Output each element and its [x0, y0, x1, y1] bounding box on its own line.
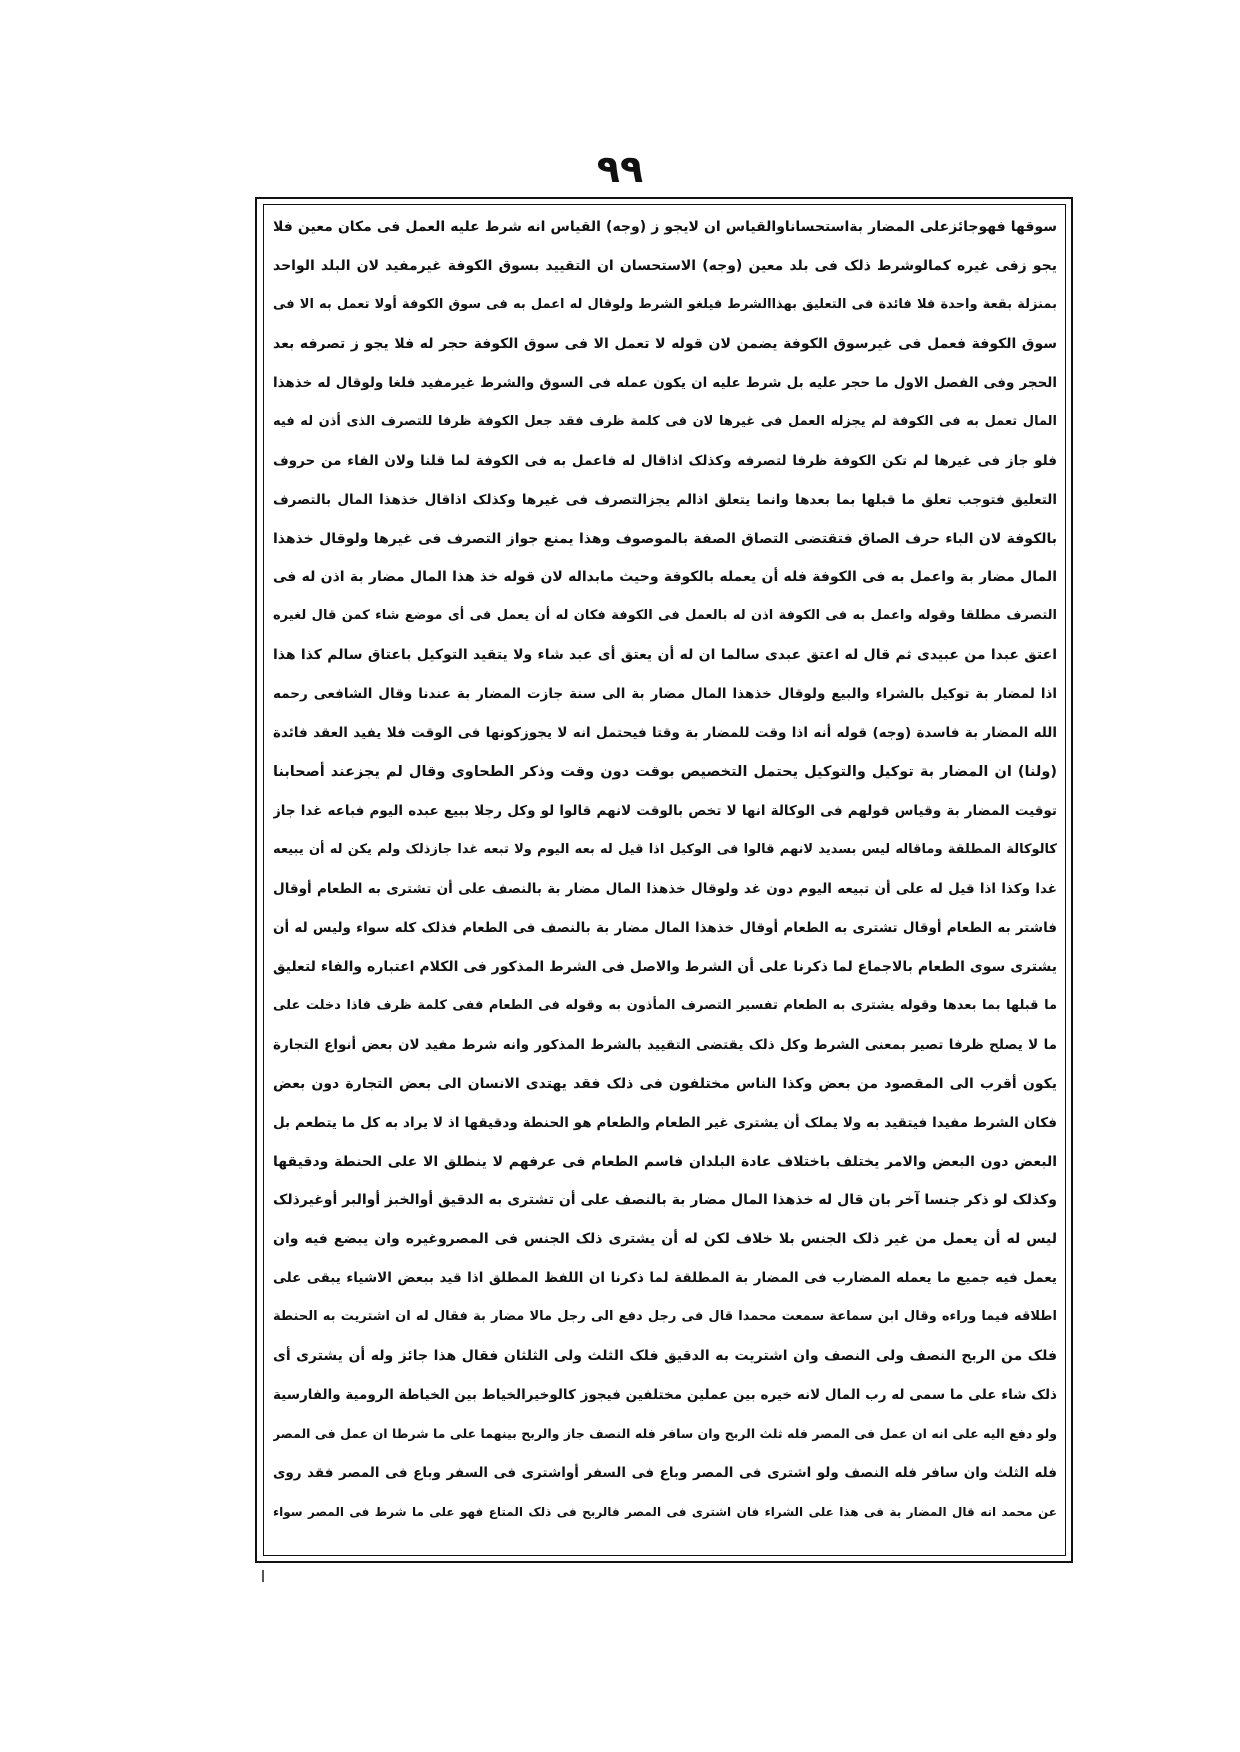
- text-line: غدا وکذا اذا قیل له علی أن تبیعه الیوم دون غد ولوقال خذهذا المال مضار بة بالنصف علی أن تشتری به الطعام أوقال: [273, 880, 1057, 897]
- text-line: ولو دفع الیه علی انه ان عمل فی المصر فله ثلث الربح وان سافر فله النصف جاز والربح بینهما علی ما شرطا ان عمل فی المصر: [273, 1426, 1057, 1442]
- text-line: فلو جاز فی غیرها لم تکن الکوفة ظرفا لتصرفه وکذلک اذاقال له فاعمل به فی الکوفة لما قلنا ولان الفاء من حروف: [273, 452, 1057, 469]
- text-line: التعلیق فتوجب تعلق ما قبلها بما بعدها وانما یتعلق اذالم یجزالتصرف فی غیرها وکذلک اذاقال خذهذا المال بالتصرف: [273, 491, 1057, 508]
- text-line: ما قبلها بما بعدها وقوله یشتری به الطعام تفسیر التصرف المأذون به وقوله فی الطعام ففی کلمة ظرف فاذا دخلت علی: [273, 997, 1057, 1013]
- text-line: کالوکالة المطلقة وماقاله لیس بسدید لانهم قالوا فی الوکیل اذا قیل له بعه الیوم ولا تبعه غدا جازذلک ولم یکن له أن یبیعه: [273, 842, 1057, 857]
- text-line: اذا لمضار بة توکیل بالشراء والبیع ولوقال خذهذا المال مضار بة الی سنة جازت المضار بة عندنا وقال الشافعی رحمه: [273, 686, 1057, 703]
- text-line: ما لا یصلح ظرفا تصیر بمعنی الشرط وکل ذلک یقتضی التقیید بالشرط المذکور وانه شرط مفید لان بعض أنواع التجارة: [273, 1036, 1057, 1053]
- text-line: یشتری سوی الطعام بالاجماع لما ذکرنا علی أن الشرط والاصل فی الشرط المذکور فی الکلام اعتباره والفاء لتعلیق: [273, 958, 1057, 975]
- text-line: الحجر وفی الفصل الاول ما حجر علیه بل شرط علیه ان یکون عمله فی السوق والشرط غیرمفید فلغا ولوقال له خذهذا: [273, 374, 1057, 391]
- text-line: یعمل فیه جمیع ما یعمله المضارب فی المضار بة المطلقة لما ذکرنا ان اللفظ المطلق اذا قید ببعض الاشیاء یبقی علی: [273, 1270, 1057, 1287]
- text-line: توقیت المضار بة وقیاس قولهم فی الوکالة انها لا تخص بالوقت لانهم قالوا لو وکل رجلا ببیع عبده الیوم فباعه غدا جاز: [273, 803, 1057, 820]
- text-line: المال مضار بة واعمل به فی الکوفة فله أن یعمله بالکوفة وحیث مابداله لان قوله خذ هذا المال مضار بة اذن له فی: [273, 569, 1057, 586]
- page-number: ٩٩: [596, 147, 644, 191]
- text-line: بالکوفة لان الباء حرف الصاق فتقتضی التصاق الصفة بالموصوف وهذا یمنع جواز التصرف فی غیرها ولوقال خذهذا: [273, 530, 1057, 547]
- text-line: فکان الشرط مفیدا فیتقید به ولا یملک أن یشتری غیر الطعام والطعام هو الحنطة ودقیقها اذ لا یراد به کل ما یتطعم بل: [273, 1114, 1057, 1131]
- margin-mark: [262, 1570, 264, 1582]
- body-text: [273, 208, 1057, 1548]
- text-line: سوق الکوفة فعمل فی غیرسوق الکوفة یضمن لان قوله لا تعمل الا فی سوق الکوفة حجر له فلا یجو ز تصرفه بعد: [273, 335, 1057, 352]
- text-line: فله الثلث وان سافر فله النصف ولو اشتری فی المصر وباع فی السفر أواشتری فی السفر وباع فی المصر فقد روی: [273, 1465, 1057, 1481]
- text-line: عن محمد انه قال المضار بة فی هذا علی الشراء فان اشتری فی المصر فالربح فی ذلک المتاع فهو علی ما شرط فی المصر سواء: [273, 1504, 1057, 1519]
- text-line: (ولنا) ان المضار بة توکیل والتوکیل یحتمل التخصیص بوقت دون وقت وذکر الطحاوی وقال لم یجزعند أصحابنا: [273, 764, 1057, 781]
- text-line: بمنزلة بقعة واحدة فلا فائدة فی التعلیق بهذاالشرط فیلغو الشرط ولوقال له اعمل به فی سوق الکوفة أولا تعمل به الا فی: [273, 296, 1057, 312]
- text-line: اعتق عبدا من عبیدی ثم قال له اعتق عبدی سالما ان له أن یعتق أی عبد شاء ولا یتقید التوکیل باعتاق سالم کذا هذا: [273, 647, 1057, 664]
- text-line: فلک من الربح النصف ولی النصف وان اشتریت به الدقیق فلک الثلث ولی الثلثان فقال هذا جائز وله أن یشتری أی: [273, 1348, 1057, 1365]
- text-line: البعض دون البعض والامر یختلف باختلاف عادة البلدان فاسم الطعام فی عرفهم لا ینطلق الا علی الحنطة ودقیقها: [273, 1153, 1057, 1170]
- text-line: الله المضار بة فاسدة (وجه) قوله أنه اذا وقت للمضار بة وقتا فیحتمل انه لا یجوزکونها فی الوقت فلا یفید العقد فائدة: [273, 725, 1057, 742]
- text-line: وکذلک لو ذکر جنسا آخر بان قال له خذهذا المال مضار بة بالنصف علی أن تشتری به الدقیق أوالخبز أوالبر أوغیرذلک: [273, 1192, 1057, 1209]
- text-line: ذلک شاء علی ما سمی له رب المال لانه خیره بین عملین مختلفین فیجوز کالوخیرالخیاط بین الخیاطة الرومیة والفارسیة: [273, 1387, 1057, 1404]
- text-line: اطلاقه فیما وراءه وقال ابن سماعة سمعت محمدا قال فی رجل دفع الی رجل مالا مضار بة فقال له ان اشتریت به الحنطة: [273, 1309, 1057, 1325]
- text-line: المال تعمل به فی الکوفة لم یجزله العمل فی غیرها لان فی کلمة ظرف فقد جعل الکوفة ظرفا للتصرف الذی أذن له فیه: [273, 413, 1057, 429]
- text-line: فاشتر به الطعام أوقال تشتری به الطعام أوقال خذهذا المال مضار بة بالنصف فی الطعام فذلک کله سواء ولیس له أن: [273, 919, 1057, 936]
- text-line: التصرف مطلقا وقوله واعمل به فی الکوفة اذن له بالعمل فی الکوفة فکان له أن یعمل فی أی موضع شاء کمن قال لغیره: [273, 608, 1057, 624]
- text-line: سوقها فهوجائزعلی المضار بةاستحساناوالقیاس ان لایجو ز (وجه) القیاس انه شرط علیه العمل فی مکان معین فلا: [273, 219, 1057, 235]
- text-line: لیس له أن یعمل من غیر ذلک الجنس بلا خلاف لکن له أن یشتری ذلک الجنس فی المصروغیره وان یبضع فیه وان: [273, 1231, 1057, 1248]
- text-line: یجو زفی غیره کمالوشرط ذلک فی بلد معین (وجه) الاستحسان ان التقیید بسوق الکوفة غیرمفید لان البلد الواحد: [273, 257, 1057, 274]
- text-line: یکون أقرب الی المقصود من بعض وکذا الناس مختلفون فی ذلک فقد یهتدی الانسان الی بعض التجارة دون بعض: [273, 1075, 1057, 1092]
